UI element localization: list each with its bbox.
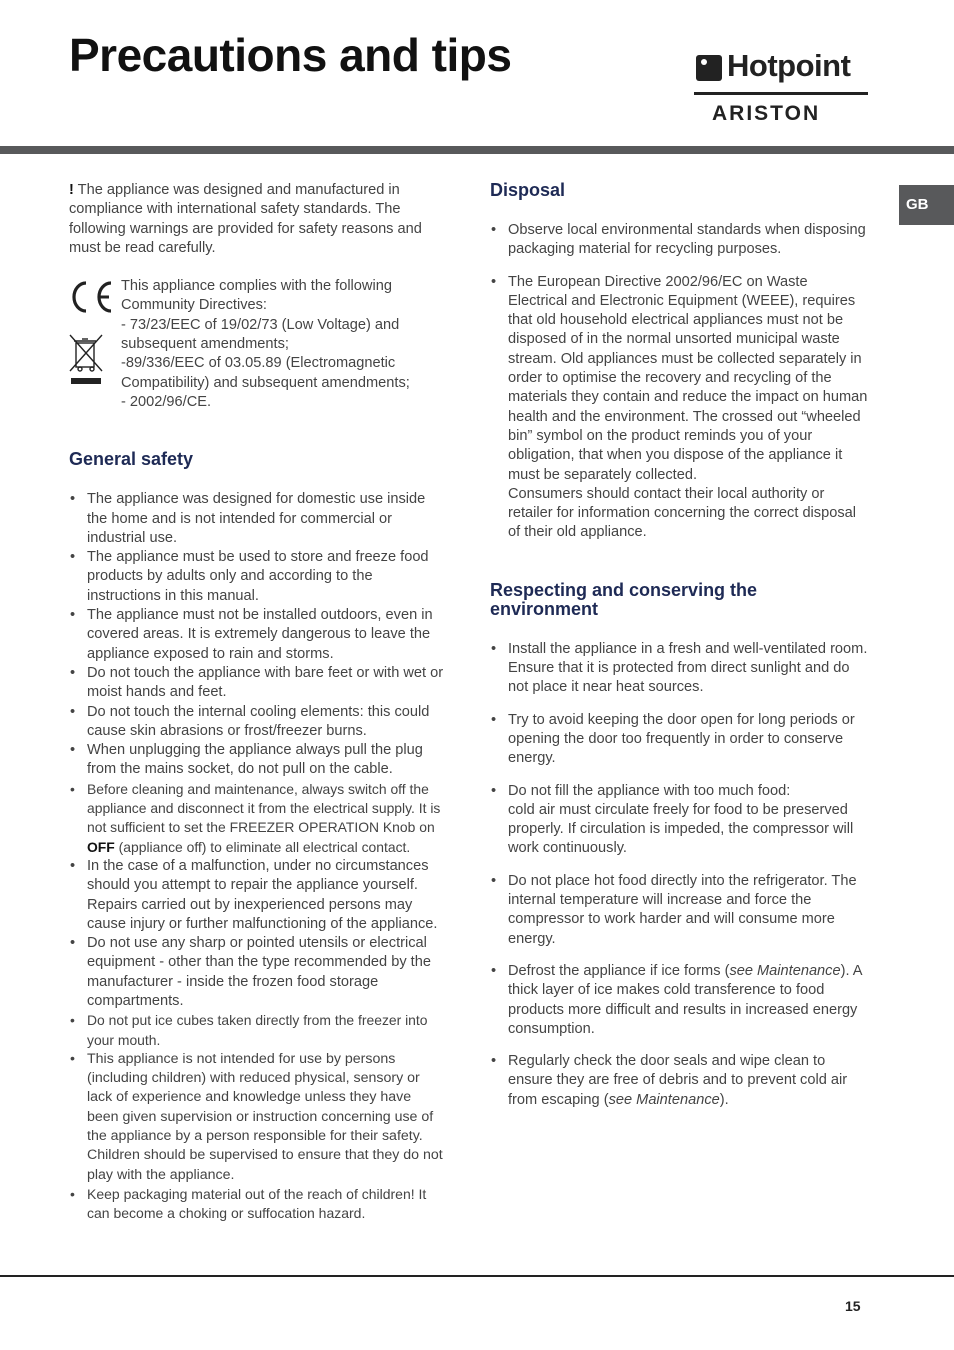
list-item — [490, 273, 868, 543]
item-text: Before cleaning and maintenance, always switch off the appliance and disconnect it from the electrical supply. It is not sufficient to set the FREEZER OPERATION Knob on — [87, 780, 441, 836]
list-item: • Do not touch the appliance with bare feet or with wet or moist hands and feet. — [69, 664, 446, 703]
logo-mark-icon — [696, 55, 722, 81]
list-item: • Install the appliance in a fresh and well-ventilated room. Ensure that it is protected from direct sunlight and do not place it near heat sources. — [490, 640, 868, 698]
item-text: The European Directive 2002/96/EC on Waste Electrical and Electronic Equipment (WEEE), requires that old household electrical appliances must not be disposed of in the normal unsorted municipal waste stream. Old appliances must be collected separately in order to optimise the recovery and recycling of the materials they contain and reduce the impact on human health and the environment. The crossed out “wheeled bin” symbol on the product reminds you of your obligation, that when you dispose of the appliance it must be separately collected. — [508, 273, 868, 483]
directive-line: -89/336/EEC of 03.05.89 (Electromagnetic Compatibility) and subsequent amendments; — [121, 355, 410, 391]
directive-line: - 2002/96/CE. — [121, 393, 212, 410]
disposal-heading: Disposal — [490, 180, 566, 200]
list-item: • Do not use any sharp or pointed utensils or electrical equipment - other than the type recommended by the manufacturer - inside the frozen food storage compartments. — [69, 934, 446, 1011]
item-text: ). — [719, 1091, 729, 1108]
list-item: • When unplugging the appliance always pull the plug from the mains socket, do not pull on the cable. — [69, 741, 446, 780]
item-text: (appliance off) to eliminate all electrical contact. — [114, 838, 411, 855]
disposal-list — [490, 221, 868, 543]
logo-brand: Hotpoint — [727, 48, 851, 83]
cross-reference: see Maintenance — [729, 962, 841, 979]
list-item: • Keep packaging material out of the reach of children! It can become a choking or suffocation hazard. — [69, 1185, 446, 1224]
list-item — [490, 962, 868, 1039]
left-column — [69, 181, 446, 1224]
list-item — [490, 782, 868, 859]
list-item: • This appliance is not intended for use by persons (including children) with reduced physical, sensory or lack of experience and knowledge unless they have been given supervision or instruction concerning use of the appliance by a person responsible for their safety. Children should be supervised to ensure that they do not play with the appliance. — [69, 1050, 446, 1185]
item-text: Defrost the appliance if ice forms ( — [508, 962, 730, 979]
cross-reference: see Maintenance — [608, 1091, 720, 1108]
environment-heading: Respecting and conserving the environment — [490, 579, 758, 619]
general-safety-list — [69, 490, 446, 1223]
list-item: • Observe local environmental standards when disposing packaging material for recycling purposes. — [490, 221, 868, 260]
hotpoint-ariston-logo — [694, 48, 868, 125]
warning-mark: ! — [69, 182, 74, 198]
list-item — [490, 1052, 868, 1110]
bin-bar-icon — [71, 378, 101, 384]
list-item: • The appliance must be used to store and freeze food products by adults only and according to the instructions in this manual. — [69, 548, 446, 606]
list-item: • In the case of a malfunction, under no circumstances should you attempt to repair the appliance yourself. Repairs carried out by inexperienced persons may cause injury or further malfunctioning of the appliance. — [69, 857, 446, 934]
ce-mark-icon — [74, 283, 111, 311]
list-item: • The appliance must not be installed outdoors, even in covered areas. It is extremely dangerous to leave the appliance exposed to rain and storms. — [69, 606, 446, 664]
logo-bar — [694, 92, 868, 95]
ce-weee-icons — [69, 277, 115, 397]
page-title: Precautions and tips — [69, 29, 512, 81]
item-text: ). A thick layer of ice makes cold transference to food products more difficult and results in increased energy consumption. — [508, 962, 862, 1037]
item-text: cold air must circulate freely for food to be preserved properly. If circulation is impeded, the compressor will work continuously. — [508, 801, 854, 857]
directive-line: This appliance complies with the following Community Directives: — [121, 278, 392, 314]
list-item: • Do not put ice cubes taken directly from the freezer into your mouth. — [69, 1011, 446, 1050]
header-divider — [0, 146, 954, 154]
directive-line: - 73/23/EEC of 19/02/73 (Low Voltage) and subsequent amendments; — [121, 316, 400, 353]
logo-sub: ARISTON — [712, 102, 821, 125]
list-item: • Try to avoid keeping the door open for long periods or opening the door too frequently in order to conserve energy. — [490, 711, 868, 769]
crossed-bin-icon — [70, 335, 102, 371]
item-text: Consumers should contact their local authority or retailer for information concerning the correct disposal of their old appliance. — [508, 485, 856, 541]
list-item: • The appliance was designed for domestic use inside the home and is not intended for commercial or industrial use. — [69, 490, 446, 548]
item-text: Regularly check the door seals and wipe clean to ensure they are free of debris and to prevent cold air from escaping ( — [508, 1053, 848, 1108]
intro-paragraph — [69, 181, 446, 258]
list-item: • Do not touch the internal cooling elements: this could cause skin abrasions or frost/freezer burns. — [69, 703, 446, 742]
general-safety-heading: General safety — [69, 449, 194, 470]
environment-list — [490, 640, 868, 1110]
language-tab: GB — [899, 185, 954, 225]
list-item: • Do not place hot food directly into the refrigerator. The internal temperature will increase and force the compressor to work harder and will consume more energy. — [490, 872, 868, 949]
right-column — [490, 181, 868, 1110]
page-number: 15 — [845, 1298, 861, 1314]
item-text: Do not fill the appliance with too much food: — [508, 782, 791, 799]
intro-text: The appliance was designed and manufactured in compliance with international safety standards. The following warnings are provided for safety reasons and must be read carefully. — [69, 182, 422, 256]
directives-block — [69, 277, 446, 412]
footer-divider — [0, 1275, 954, 1277]
off-label: OFF — [87, 838, 115, 855]
list-item — [69, 780, 446, 857]
